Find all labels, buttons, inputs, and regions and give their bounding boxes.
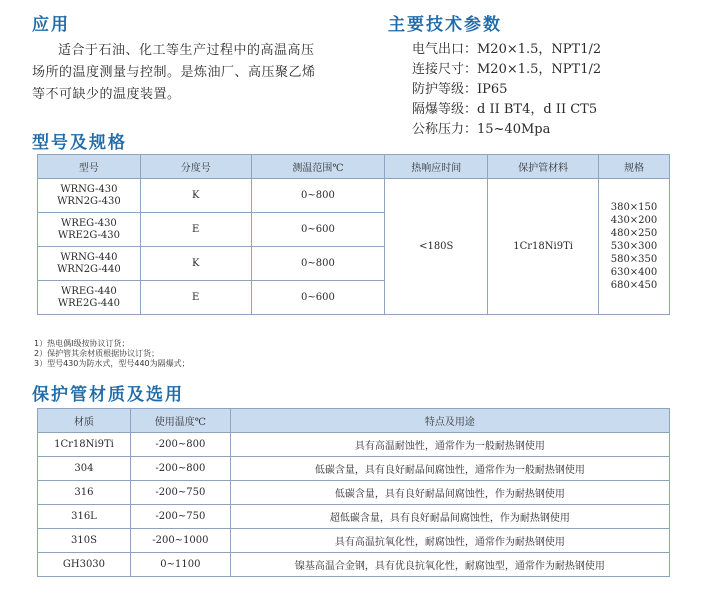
material-name: 1Cr18Ni9Ti [38,433,131,457]
material-cell: 1Cr18Ni9Ti [488,179,599,315]
model-cell [38,281,141,315]
model-spec-title: 型号及规格 [32,133,127,153]
range-cell: 0~600 [251,213,385,247]
table-header-row [38,155,670,179]
column-header: 使用温度℃ [130,409,230,433]
size-value: 430×200 [610,215,658,226]
range-cell: 0~600 [251,281,385,315]
range-cell: 0~800 [251,179,385,213]
material-temp: 0~1100 [130,553,230,577]
range-cell: 0~800 [251,247,385,281]
grade-cell: K [140,247,251,281]
material-temp: -200~750 [130,481,230,505]
param-row: 连接尺寸：M20×1.5，NPT1/2 [412,62,602,77]
model-code: WRN2G-430 [57,195,121,207]
params-title: 主要技术参数 [388,15,502,35]
application-line: 场所的温度测量与控制。是炼油厂、高压聚乙烯 [32,65,316,80]
material-desc: 低碳含量，具有良好耐晶间腐蚀性，通常作为一般耐热钢使用 [230,457,669,481]
params-list [412,40,601,140]
material-name: 310S [38,529,131,553]
param-row: 公称压力：15~40Mpa [412,122,551,137]
size-value: 480×250 [610,228,658,239]
material-desc: 具有高温抗氧化性，耐腐蚀性，通常作为耐热钢使用 [230,529,669,553]
material-name: 316 [38,481,131,505]
material-desc: 低碳含量，具有良好耐晶间腐蚀性，作为耐热钢使用 [230,481,669,505]
material-temp: -200~1000 [130,529,230,553]
material-name: GH3030 [38,553,131,577]
column-header: 型号 [38,155,141,179]
table-row [38,179,670,213]
model-code: WREG-440 [61,285,117,297]
model-code: WRN2G-440 [57,263,121,275]
material-desc: 具有高温耐蚀性，通常作为一般耐热钢使用 [230,433,669,457]
note-line: 3）型号430为防水式，型号440为隔爆式； [34,359,190,368]
application-title: 应用 [32,15,70,35]
model-spec-table [37,154,670,315]
table-row [38,529,670,553]
param-row: 防护等级：IP65 [412,82,508,97]
grade-cell: K [140,179,251,213]
model-code: WRNG-430 [60,183,118,195]
table-row [38,433,670,457]
material-selection-title: 保护管材质及选用 [32,385,184,405]
size-value: 530×300 [610,241,658,252]
model-cell [38,179,141,213]
column-header: 保护管材料 [488,155,599,179]
grade-cell: E [140,281,251,315]
model-code: WREG-430 [61,217,117,229]
model-cell [38,247,141,281]
table-row [38,505,670,529]
application-paragraph [32,40,377,106]
response-cell: <180S [385,179,488,315]
param-row: 隔爆等级：d II BT4，d II CT5 [412,102,598,117]
note-line: 2）保护管其余材质根据协议订货； [34,349,160,358]
table-header-row [38,409,670,433]
column-header: 分度号 [140,155,251,179]
model-code: WRE2G-440 [57,297,120,309]
material-temp: -200~800 [130,433,230,457]
table-row [38,457,670,481]
column-header: 特点及用途 [230,409,669,433]
material-table [37,408,670,577]
model-notes [34,339,190,369]
param-row: 电气出口：M20×1.5，NPT1/2 [412,42,602,57]
application-line: 适合于石油、化工等生产过程中的高温高压 [58,43,315,58]
application-line: 等不可缺少的温度装置。 [32,87,181,102]
sizes-cell [599,179,670,315]
material-name: 304 [38,457,131,481]
size-value: 680×450 [610,280,658,291]
table-row [38,481,670,505]
column-header: 规格 [599,155,670,179]
column-header: 材质 [38,409,131,433]
size-value: 580×350 [610,254,658,265]
size-value: 380×150 [610,202,658,213]
size-value: 630×400 [610,267,658,278]
note-line: 1）热电偶I级按协议订货； [34,339,130,348]
model-code: WRE2G-430 [57,229,120,241]
model-code: WRNG-440 [60,251,118,263]
material-desc: 超低碳含量，具有良好耐晶间腐蚀性，作为耐热钢使用 [230,505,669,529]
column-header: 热响应时间 [385,155,488,179]
material-name: 316L [38,505,131,529]
material-temp: -200~750 [130,505,230,529]
grade-cell: E [140,213,251,247]
model-cell [38,213,141,247]
material-temp: -200~800 [130,457,230,481]
table-row [38,553,670,577]
column-header: 测温范围℃ [251,155,385,179]
material-desc: 镍基高温合金钢，具有优良抗氧化性，耐腐蚀型，通常作为耐热钢使用 [230,553,669,577]
